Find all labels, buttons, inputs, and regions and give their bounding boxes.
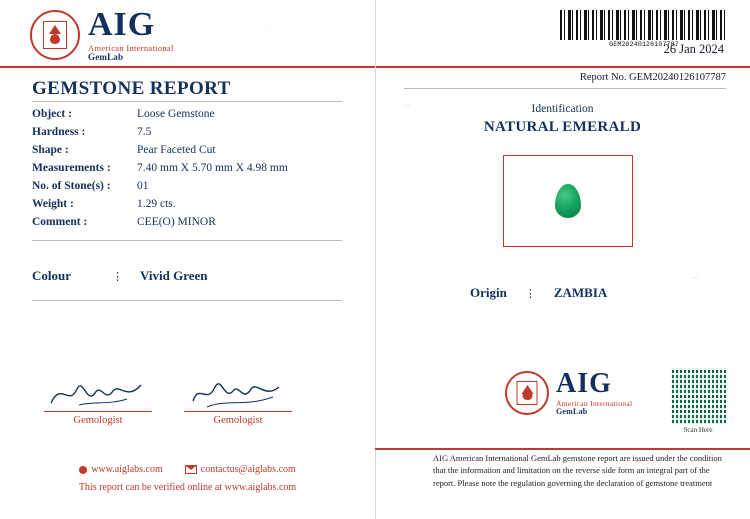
contact-info: [0, 464, 375, 493]
watermark-mark: ·: [265, 22, 268, 32]
signature-role: Gemologist: [213, 415, 263, 426]
qr-code-icon[interactable]: [670, 368, 726, 424]
brand-name: AIG: [88, 6, 156, 43]
aig-seal-icon: [505, 371, 549, 415]
spec-value: 1.29 cts.: [137, 198, 176, 210]
spec-table-divider: [32, 240, 342, 241]
spec-key: Hardness :: [32, 126, 86, 138]
footer-brand-logo: [505, 370, 632, 416]
table-row: [32, 216, 342, 234]
spec-key: Comment :: [32, 216, 88, 228]
signature-block-1: [38, 375, 158, 426]
colour-row-divider: [32, 300, 342, 301]
origin-row: [470, 285, 607, 301]
origin-label: Origin: [470, 285, 507, 300]
colour-separator: ⋮: [112, 271, 123, 283]
footer-divider: [375, 448, 750, 450]
aig-seal-icon: [30, 10, 80, 60]
brand-line-2: GemLab: [556, 406, 588, 416]
brand-line-2: GemLab: [88, 51, 124, 62]
disclaimer-text: AIG American International GemLab gemstone report are issued under the condition that the information and limitation on the reverse side form an integral part of the report. Please note the regulation governing the declaration of gemstone treatment: [433, 453, 722, 488]
barcode-bars-icon: [560, 10, 728, 40]
signature-mark-icon: [38, 375, 158, 411]
barcode-number: GEM20240126107787: [609, 41, 679, 48]
table-row: [32, 144, 342, 162]
origin-separator: ⋮: [524, 288, 536, 300]
table-row: [32, 108, 342, 126]
colour-value: Vivid Green: [140, 268, 208, 283]
envelope-icon: [185, 465, 197, 474]
spec-key: Shape :: [32, 144, 69, 156]
watermark-mark: ○: [405, 100, 411, 110]
spec-value: 01: [137, 180, 149, 192]
watermark-mark: ⌒: [690, 277, 700, 287]
issue-date: 26 Jan 2024: [663, 42, 724, 56]
verification-note: This report can be verified online at www.aiglabs.com: [78, 482, 297, 493]
qr-block[interactable]: [668, 368, 728, 434]
gem-photo-frame: [503, 155, 633, 247]
identification-label: Identification: [531, 103, 594, 115]
email-link[interactable]: [185, 464, 296, 475]
colour-row: [32, 268, 342, 284]
spec-value: Pear Faceted Cut: [137, 144, 216, 156]
signature-block-2: [178, 375, 298, 426]
table-row: [32, 198, 342, 216]
website-link[interactable]: [79, 464, 163, 475]
signature-role: Gemologist: [73, 415, 123, 426]
spec-key: Weight :: [32, 198, 74, 210]
report-number: Report No. GEM20240126107787: [579, 72, 726, 83]
qr-label: Scan Here: [683, 426, 713, 434]
table-row: [32, 162, 342, 180]
column-divider: [375, 0, 376, 519]
website-url: www.aiglabs.com: [91, 464, 163, 475]
origin-value: ZAMBIA: [553, 285, 608, 300]
spec-key: Measurements :: [32, 162, 111, 174]
spec-value: 7.5: [137, 126, 152, 138]
spec-value: CEE(O) MINOR: [137, 216, 216, 228]
email-address: contactus@aiglabs.com: [200, 464, 296, 475]
colour-label: Colour: [32, 268, 71, 283]
spec-key: Object :: [32, 108, 72, 120]
spec-value: Loose Gemstone: [137, 108, 215, 120]
brand-logo: [30, 8, 174, 62]
spec-value: 7.40 mm X 5.70 mm X 4.98 mm: [137, 162, 288, 174]
brand-name: AIG: [556, 368, 612, 399]
specifications-table: [32, 108, 342, 234]
brand-line-1: American International: [88, 43, 174, 53]
report-number-underline: [404, 88, 726, 89]
pear-emerald-gem-icon: [555, 184, 581, 218]
signature-mark-icon: [178, 375, 298, 411]
globe-icon: [79, 466, 87, 474]
table-row: [32, 126, 342, 144]
spec-key: No. of Stone(s) :: [32, 180, 111, 192]
table-row: [32, 180, 342, 198]
page-title: GEMSTONE REPORT: [32, 78, 231, 99]
identification-value: NATURAL EMERALD: [483, 119, 642, 135]
title-underline-left: [32, 101, 342, 102]
brand-line-1: American International: [556, 399, 633, 408]
